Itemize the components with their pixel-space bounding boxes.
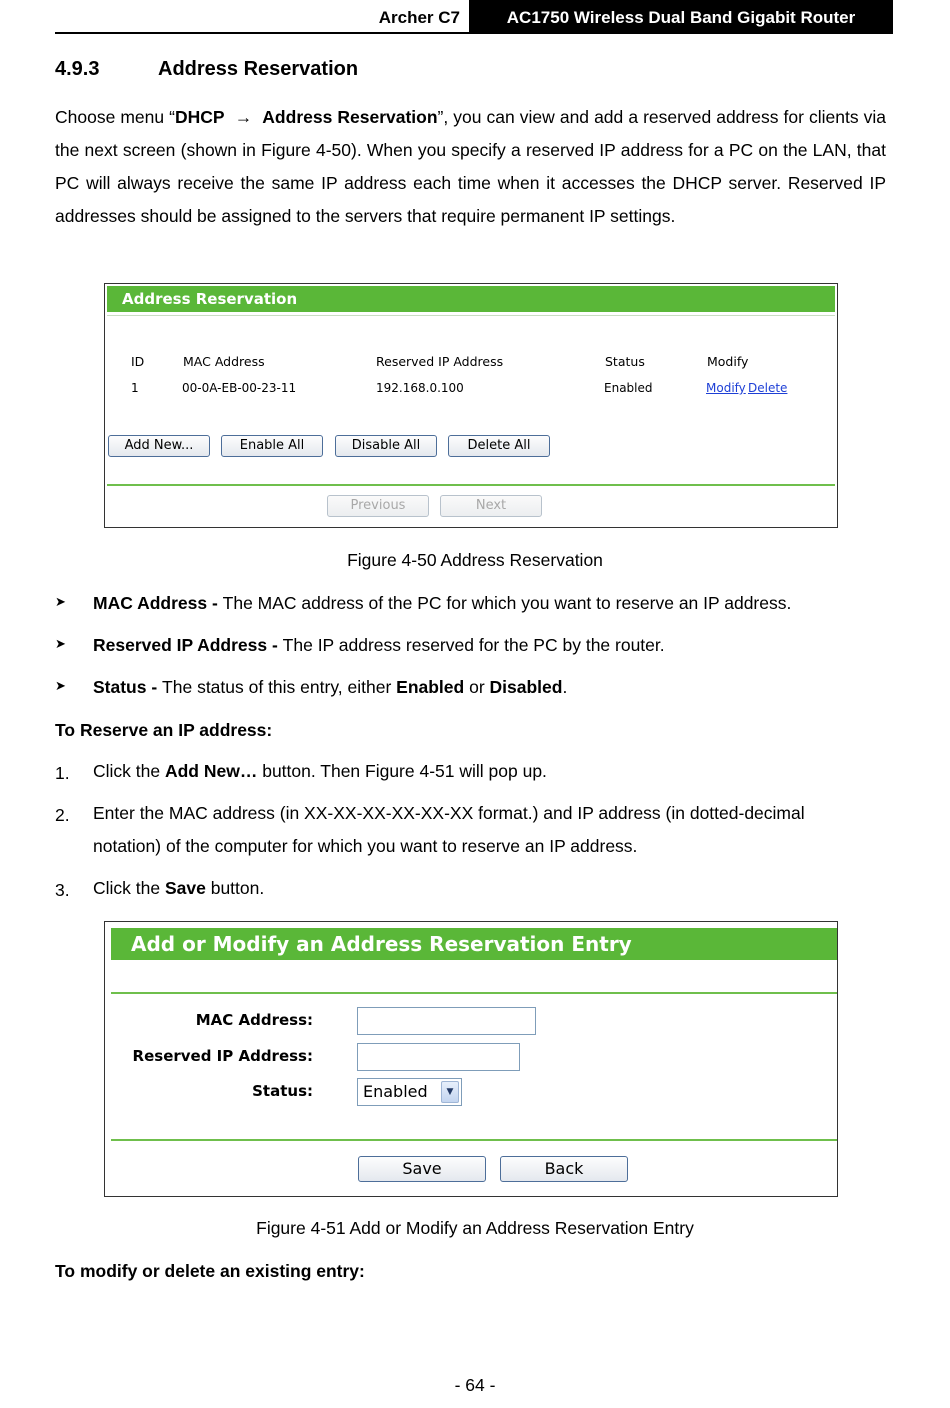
panel-title: Address Reservation [107, 286, 835, 312]
delete-link[interactable]: Delete [748, 381, 788, 395]
step-text: button. [205, 878, 265, 898]
bullet-bold: Enabled [396, 677, 465, 697]
arrowhead-bullet-icon: ➤ [55, 678, 66, 693]
status-select-value: Enabled [363, 1082, 428, 1101]
intro-paragraph [55, 101, 886, 233]
bullet-text: or [464, 677, 490, 697]
divider [107, 484, 835, 486]
page-number: - 64 - [454, 1375, 496, 1395]
reserve-heading-text: To Reserve an IP address: [55, 720, 273, 740]
header-rule [55, 32, 893, 34]
step-bold: Save [164, 878, 206, 898]
bullet-term: MAC Address - [93, 593, 223, 613]
step-number: 1. [55, 763, 70, 783]
disable-all-button[interactable]: Disable All [335, 435, 437, 457]
bullet-term: Status - [93, 677, 163, 697]
product-name: Archer C7 [378, 8, 460, 27]
arrow-icon: → [234, 107, 253, 127]
row-id: 1 [131, 381, 139, 395]
menu-address-reservation: Address Reservation [262, 107, 438, 127]
section-title-text: Address Reservation [158, 58, 359, 80]
bullet-text: The status of this entry, either [162, 677, 397, 697]
divider [111, 1139, 837, 1141]
arrowhead-bullet-icon: ➤ [55, 636, 66, 651]
section-number: 4.9.3 [55, 58, 100, 80]
menu-dhcp: DHCP [175, 107, 225, 127]
section-title [55, 58, 358, 81]
add-new-button[interactable]: Add New... [108, 435, 210, 457]
row-mac: 00-0A-EB-00-23-11 [182, 381, 297, 395]
chevron-down-icon[interactable]: ▼ [441, 1081, 459, 1103]
bullet-text: The MAC address of the PC for which you want to reserve an IP address. [222, 593, 792, 613]
delete-all-button[interactable]: Delete All [448, 435, 550, 457]
step-text: Click the [93, 761, 165, 781]
status-label: Status: [252, 1082, 313, 1100]
step-text: Click the [93, 878, 165, 898]
previous-button[interactable]: Previous [327, 495, 429, 517]
col-header-ip: Reserved IP Address [376, 354, 504, 369]
row-ip: 192.168.0.100 [376, 381, 464, 395]
figure-address-reservation [104, 283, 838, 528]
step-bold: Add New… [164, 761, 258, 781]
save-button[interactable]: Save [358, 1156, 486, 1182]
reserved-ip-label: Reserved IP Address: [132, 1047, 313, 1065]
mac-label: MAC Address: [195, 1011, 313, 1029]
step-text: button. Then Figure 4-51 will pop up. [257, 761, 547, 781]
panel-title: Add or Modify an Address Reservation Entry [111, 928, 837, 960]
intro-text-end: ”, you can view and add a reserved address for clients via the next screen (shown in Figure 4-50). When you specify a reserved IP address for a PC on the LAN, that PC will always receive the same IP address each time when it accesses the DHCP server. Reserved IP addresses should be assigned to the servers that require permanent IP settings. [55, 107, 886, 226]
figure-caption: Figure 4-50 Address Reservation [347, 550, 603, 570]
divider [111, 992, 837, 994]
model-name: AC1750 Wireless Dual Band Gigabit Router [469, 0, 893, 33]
enable-all-button[interactable]: Enable All [221, 435, 323, 457]
page-header [55, 0, 893, 34]
reserved-ip-field[interactable] [357, 1043, 520, 1071]
figure-caption: Figure 4-51 Add or Modify an Address Reservation Entry [256, 1218, 694, 1238]
modify-heading-text: To modify or delete an existing entry: [55, 1261, 365, 1281]
row-status: Enabled [604, 381, 653, 395]
reserve-heading [55, 720, 272, 741]
bullet-term: Reserved IP Address - [93, 635, 283, 655]
col-header-modify: Modify [707, 354, 749, 369]
step-number: 2. [55, 805, 70, 825]
status-select[interactable] [357, 1078, 462, 1106]
step-text: Enter the MAC address (in XX-XX-XX-XX-XX-XX format.) and IP address (in dotted-decimal [93, 803, 805, 823]
modify-link[interactable]: Modify [706, 381, 746, 395]
next-button[interactable]: Next [440, 495, 542, 517]
col-header-id: ID [131, 354, 145, 369]
arrowhead-bullet-icon: ➤ [55, 594, 66, 609]
figure-add-modify-entry [104, 921, 838, 1197]
intro-text-start: Choose menu “ [55, 107, 176, 127]
mac-address-field[interactable] [357, 1007, 536, 1035]
col-header-mac: MAC Address [183, 354, 265, 369]
divider [107, 315, 835, 316]
modify-heading [55, 1261, 365, 1282]
bullet-bold: Disabled [489, 677, 563, 697]
bullet-text: . [562, 677, 568, 697]
bullet-text: The IP address reserved for the PC by the router. [282, 635, 665, 655]
col-header-status: Status [605, 354, 645, 369]
back-button[interactable]: Back [500, 1156, 628, 1182]
step-number: 3. [55, 880, 70, 900]
step-text: notation) of the computer for which you want to reserve an IP address. [93, 836, 638, 856]
